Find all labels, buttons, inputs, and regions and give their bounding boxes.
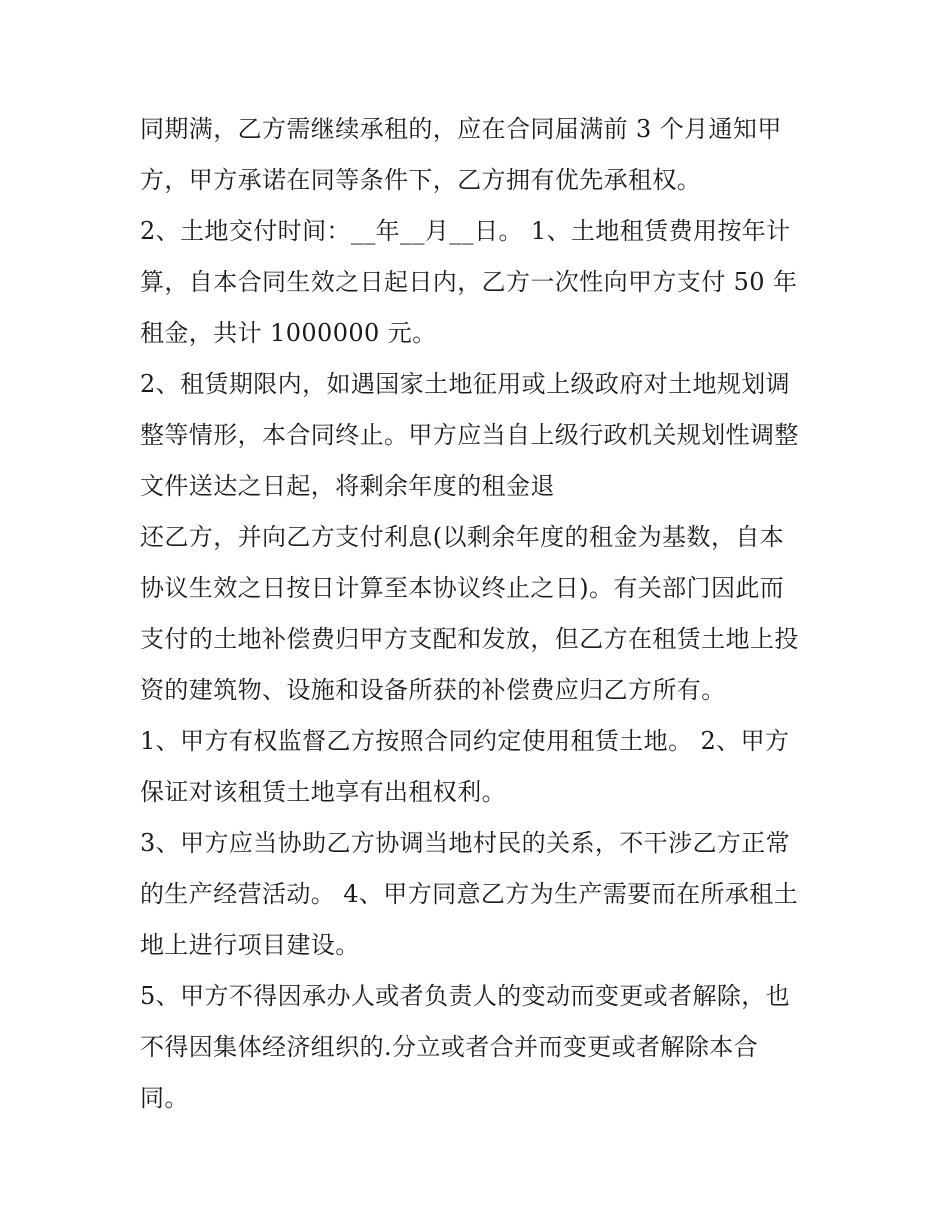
- text-line: 3、甲方应当协助乙方协调当地村民的关系，不干涉乙方正常: [140, 829, 791, 857]
- text-line: 文件送达之日起，将剩余年度的租金退: [140, 472, 555, 500]
- text-line: 同期满，乙方需继续承租的，应在合同届满前 3 个月通知甲: [140, 115, 782, 143]
- text-line: 方，甲方承诺在同等条件下，乙方拥有优先承租权。: [140, 166, 702, 194]
- text-line: 保证对该租赁土地享有出租权利。: [140, 778, 506, 806]
- text-line: 还乙方，并向乙方支付利息(以剩余年度的租金为基数，自本: [140, 523, 785, 551]
- text-line: 协议生效之日按日计算至本协议终止之日)。有关部门因此而: [140, 574, 785, 602]
- text-line: 资的建筑物、设施和设备所获的补偿费应归乙方所有。: [140, 676, 726, 704]
- document-body: [140, 104, 820, 1124]
- text-line: 2、租赁期限内，如遇国家土地征用或上级政府对土地规划调: [140, 370, 791, 398]
- text-line: 租金，共计 1000000 元。: [140, 319, 437, 347]
- text-line: 不得因集体经济组织的.分立或者合并而变更或者解除本合: [140, 1033, 759, 1061]
- text-line: 2、土地交付时间：__年__月__日。 1、土地租赁费用按年计: [140, 217, 791, 245]
- text-line: 1、甲方有权监督乙方按照合同约定使用租赁土地。 2、甲方: [140, 727, 790, 755]
- text-line: 地上进行项目建设。: [140, 931, 360, 959]
- text-line: 算，自本合同生效之日起日内，乙方一次性向甲方支付 50 年: [140, 268, 798, 296]
- text-line: 5、甲方不得因承办人或者负责人的变动而变更或者解除，也: [140, 982, 791, 1010]
- text-line: 整等情形，本合同终止。甲方应当自上级行政机关规划性调整: [140, 421, 799, 449]
- text-line: 支付的土地补偿费归甲方支配和发放，但乙方在租赁土地上投: [140, 625, 799, 653]
- text-line: 的生产经营活动。 4、甲方同意乙方为生产需要而在所承租土: [140, 880, 799, 908]
- text-line: 同。: [140, 1084, 189, 1112]
